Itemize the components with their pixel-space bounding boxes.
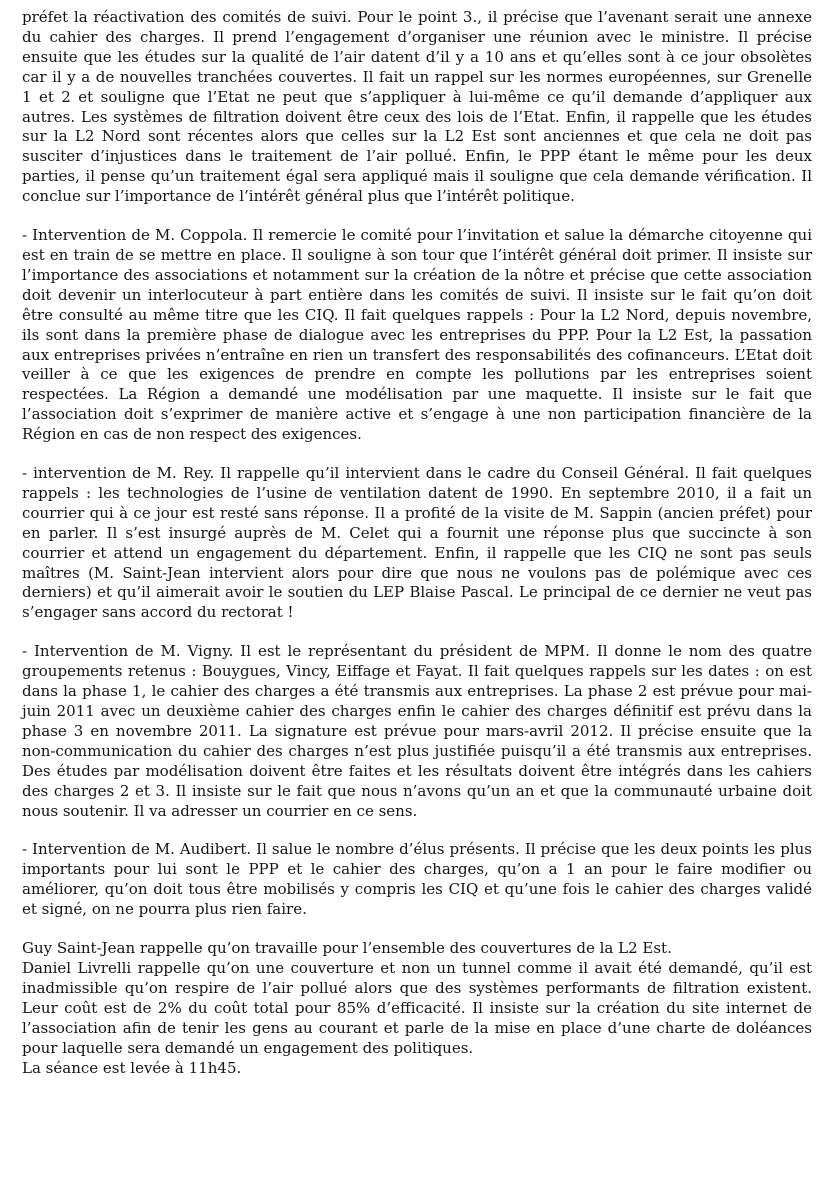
paragraph-vigny: - Intervention de M. Vigny. Il est le représentant du président de MPM. Il donne le nom des quatre groupements retenus : Bouygues, Vincy, Eiffage et Fayat. Il fait quelques rappels sur les dates : on est dans la phase 1, le cahier des charges a été transmis aux entreprises. La phase 2 est prévue pour mai-juin 2011 avec un deuxième cahier des charges enfin le cahier des charges définitif est prévu dans la phase 3 en novembre 2011. La signature est prévue pour mars-avril 2012. Il précise ensuite que la non-communication du cahier des charges n’est plus justifiée puisqu’il a été transmis aux entreprises. Des études par modélisation doivent être faites et les résultats doivent être intégrés dans les cahiers des charges 2 et 3. Il insiste sur le fait que nous n’avons qu’un an et que la communauté urbaine doit nous soutenir. Il va adresser un courrier en ce sens. — [22, 642, 812, 820]
paragraph-gap — [22, 207, 812, 226]
closing-seance-levee: La séance est levée à 11h45. — [22, 1058, 242, 1077]
closing-livrelli: Daniel Livrelli rappelle qu’on une couverture et non un tunnel comme il avait été demandé, qu’il est inadmissible qu’on respire de l’air pollué alors que des systèmes performants de filtration existent. Leur coût est de 2% du coût total pour 85% d’efficacité. Il insiste sur la création du site internet de l’association afin de tenir les gens au courant et parle de la mise en place d’une charte de doléances pour laquelle sera demandé un engagement des politiques. — [22, 958, 812, 1057]
paragraph-gap — [22, 445, 812, 464]
paragraph-rey: - intervention de M. Rey. Il rappelle qu’il intervient dans le cadre du Conseil Général. Il fait quelques rappels : les technologies de l’usine de ventilation datent de 1990. En septembre 2010, il a fait un courrier qui à ce jour est resté sans réponse. Il a profité de la visite de M. Sappin (ancien préfet) pour en parler. Il s’est insurgé auprès de M. Celet qui a fournit une réponse plus que succincte à son courrier et attend un engagement du département. Enfin, il rappelle que les CIQ ne sont pas seuls maîtres (M. Saint-Jean intervient alors pour dire que nous ne voulons pas de polémique avec ces derniers) et qu’il aimerait avoir le soutien du LEP Blaise Pascal. Le principal de ce dernier ne veut pas s’engager sans accord du rectorat ! — [22, 464, 812, 622]
paragraph-gap — [22, 623, 812, 642]
paragraph-gap — [22, 821, 812, 840]
paragraph-prefet: préfet la réactivation des comités de suivi. Pour le point 3., il précise que l’avenant serait une annexe du cahier des charges. Il prend l’engagement d’organiser une réunion avec le ministre. Il précise ensuite que les études sur la qualité de l’air datent d’il y a 10 ans et qu’elles sont à ce jour obsolètes car il y a de nouvelles tranchées couvertes. Il fait un rappel sur les normes européennes, sur Grenelle 1 et 2 et souligne que l’Etat ne peut que s’appliquer à lui-même ce qu’il demande d’appliquer aux autres. Les systèmes de filtration doivent être ceux des lois de l’Etat. Enfin, il rappelle que les études sur la L2 Nord sont récentes alors que celles sur la L2 Est sont anciennes et que cela ne doit pas susciter d’injustices dans le traitement de l’air pollué. Enfin, le PPP étant le même pour les deux parties, il pense qu’un traitement égal sera appliqué mais il souligne que cela demande vérification. Il conclue sur l’importance de l’intérêt général plus que l’intérêt politique. — [22, 8, 812, 206]
paragraph-gap — [22, 920, 812, 939]
closing-saint-jean: Guy Saint-Jean rappelle qu’on travaille pour l’ensemble des couvertures de la L2 Est. — [22, 939, 672, 958]
paragraph-audibert: - Intervention de M. Audibert. Il salue le nombre d’élus présents. Il précise que les deux points les plus importants pour lui sont le PPP et le cahier des charges, qu’on a 1 an pour le faire modifier ou améliorer, qu’on doit tous être mobilisés y compris les CIQ et qu’une fois le cahier des charges validé et signé, on ne pourra plus rien faire. — [22, 840, 812, 919]
document-page — [22, 8, 812, 1078]
paragraph-coppola: - Intervention de M. Coppola. Il remercie le comité pour l’invitation et salue la démarche citoyenne qui est en train de se mettre en place. Il souligne à son tour que l’intérêt général doit primer. Il insiste sur l’importance des associations et notamment sur la création de la nôtre et précise que cette association doit devenir un interlocuteur à part entière dans les comités de suivi. Il insiste sur le fait qu’on doit être consulté au même titre que les CIQ. Il fait quelques rappels : Pour la L2 Nord, depuis novembre, ils sont dans la première phase de dialogue avec les entreprises du PPP. Pour la L2 Est, la passation aux entreprises privées n’entraîne en rien un transfert des responsabilités des cofinanceurs. L’Etat doit veiller à ce que les exigences de prendre en compte les pollutions par les entreprises soient respectées. La Région a demandé une modélisation par une maquette. Il insiste sur le fait que l’association doit s’exprimer de manière active et s’engage à une non participation financière de la Région en cas de non respect des exigences. — [22, 226, 812, 444]
